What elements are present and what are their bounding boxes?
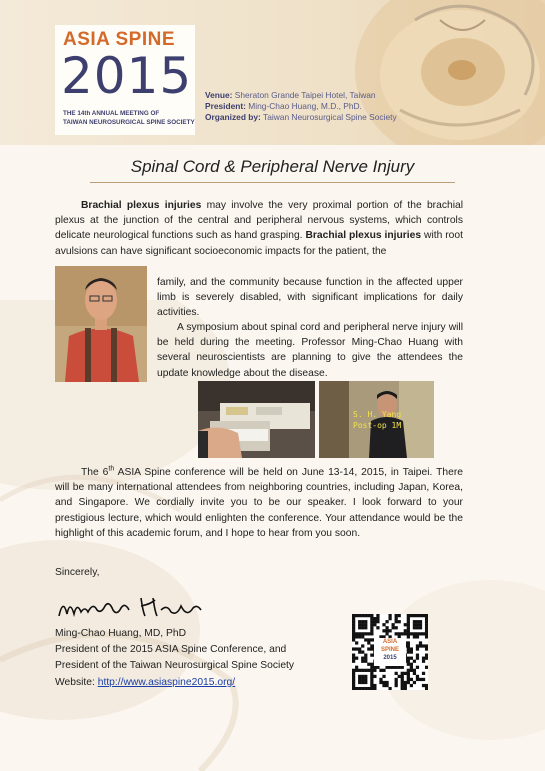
president-value: Ming-Chao Huang, M.D., PhD. [248, 101, 362, 111]
qr-module [425, 614, 428, 617]
paragraph-1-text-b: with root avulsions can have significant socioeconomic impacts for the patient, the [55, 230, 463, 257]
qr-module [367, 614, 370, 617]
qr-module [352, 672, 355, 675]
clinical-photo-hand [198, 381, 315, 458]
qr-module [370, 678, 373, 681]
qr-module [355, 635, 358, 638]
qr-module [352, 647, 355, 650]
qr-module [382, 669, 385, 672]
qr-module [355, 614, 358, 617]
qr-module [407, 626, 410, 629]
qr-module [370, 623, 373, 626]
qr-module [425, 617, 428, 620]
qr-module [413, 660, 416, 663]
title-divider [90, 182, 455, 183]
qr-module [388, 629, 391, 632]
qr-module [361, 620, 364, 623]
qr-module [401, 681, 404, 684]
qr-module [410, 650, 413, 653]
qr-module [370, 620, 373, 623]
qr-center-logo [374, 638, 406, 666]
qr-module [373, 675, 376, 678]
qr-module [370, 684, 373, 687]
qr-module [388, 617, 391, 620]
qr-module [382, 675, 385, 678]
qr-module [395, 681, 398, 684]
qr-module [388, 614, 391, 617]
qr-module [364, 632, 367, 635]
qr-module [361, 632, 364, 635]
qr-module [358, 675, 361, 678]
logo-title: ASIA SPINE [63, 29, 175, 50]
clinical-photo-patient [319, 381, 434, 458]
qr-module [413, 626, 416, 629]
qr-module [419, 678, 422, 681]
qr-module [410, 663, 413, 666]
qr-module [419, 614, 422, 617]
qr-module [416, 678, 419, 681]
qr-module [419, 641, 422, 644]
qr-module [373, 617, 376, 620]
qr-module [352, 614, 355, 617]
qr-module [361, 657, 364, 660]
qr-module [367, 641, 370, 644]
qr-module [407, 632, 410, 635]
qr-module [364, 654, 367, 657]
qr-module [422, 684, 425, 687]
qr-module [407, 681, 410, 684]
qr-module [370, 666, 373, 669]
conference-logo [55, 25, 195, 135]
qr-module [370, 654, 373, 657]
qr-module [385, 666, 388, 669]
qr-module [422, 614, 425, 617]
qr-module [358, 626, 361, 629]
qr-module [404, 672, 407, 675]
qr-module [404, 629, 407, 632]
qr-module [367, 638, 370, 641]
qr-module [361, 675, 364, 678]
qr-logo-line-1: ASIA [382, 639, 398, 645]
qr-module [373, 666, 376, 669]
qr-module [416, 675, 419, 678]
paragraph-1-text-a: may involve the very proximal portion of the brachial plexus at the junction of the central and peripheral nervous systems, which controls delicate neurological functions such as hand grasping. [55, 200, 464, 242]
qr-module [364, 669, 367, 672]
qr-module [419, 644, 422, 647]
qr-module [361, 660, 364, 663]
qr-module [367, 687, 370, 690]
qr-module [364, 623, 367, 626]
qr-module [398, 675, 401, 678]
qr-module [379, 681, 382, 684]
qr-module [364, 687, 367, 690]
qr-module [416, 620, 419, 623]
qr-module [352, 623, 355, 626]
qr-module [395, 672, 398, 675]
qr-module [416, 623, 419, 626]
qr-module [419, 632, 422, 635]
qr-module [425, 654, 428, 657]
qr-module [401, 687, 404, 690]
qr-module [364, 660, 367, 663]
bold-term-1: Brachial plexus injuries [81, 200, 202, 211]
qr-module [388, 687, 391, 690]
paragraph-1 [55, 198, 463, 259]
qr-module [370, 681, 373, 684]
qr-module [364, 638, 367, 641]
qr-module [407, 620, 410, 623]
qr-module [416, 632, 419, 635]
qr-module [370, 675, 373, 678]
qr-module [398, 632, 401, 635]
qr-module [407, 623, 410, 626]
qr-module [376, 614, 379, 617]
qr-module [367, 632, 370, 635]
qr-module [355, 669, 358, 672]
qr-module [410, 684, 413, 687]
venue-info [205, 90, 397, 123]
qr-module [392, 623, 395, 626]
qr-module [407, 663, 410, 666]
qr-module [401, 666, 404, 669]
photo-caption-status: Post-op 1M [353, 421, 402, 430]
qr-module [352, 681, 355, 684]
qr-module [370, 672, 373, 675]
qr-module [358, 620, 361, 623]
qr-module [373, 623, 376, 626]
qr-module [407, 678, 410, 681]
qr-module [407, 614, 410, 617]
logo-year: 2015 [61, 47, 193, 105]
qr-module [410, 666, 413, 669]
signer-role-1: President of the 2015 ASIA Spine Conference, and [55, 644, 287, 656]
qr-module [413, 635, 416, 638]
qr-module [404, 687, 407, 690]
qr-module [382, 623, 385, 626]
paragraph-3-text-b: ASIA Spine conference will be held on June 13-14, 2015, in Taipei. There will be many international attendees from neighboring countries, including Japan, Korea, and Singapore. We cordially invite you to be our speaker. I look forward to your prestigious lecture, which would enlighten the conference. Your attendance would be the highlight of this academic forum, and I hope to hear from you soon. [55, 467, 463, 539]
qr-module [367, 669, 370, 672]
qr-module [419, 623, 422, 626]
qr-module [382, 684, 385, 687]
qr-module [358, 669, 361, 672]
venue-value: Sheraton Grande Taipei Hotel, Taiwan [234, 90, 376, 100]
qr-module [364, 620, 367, 623]
qr-module [407, 647, 410, 650]
qr-module [425, 657, 428, 660]
qr-module [407, 629, 410, 632]
qr-module [352, 626, 355, 629]
qr-module [407, 660, 410, 663]
qr-module [425, 635, 428, 638]
qr-module [422, 632, 425, 635]
qr-module [407, 641, 410, 644]
qr-module [358, 623, 361, 626]
bold-term-2: Brachial plexus injuries [305, 230, 422, 242]
qr-module [407, 669, 410, 672]
qr-logo-line-2: SPINE [380, 647, 399, 653]
qr-module [413, 623, 416, 626]
qr-module [425, 620, 428, 623]
qr-module [376, 666, 379, 669]
qr-module [407, 657, 410, 660]
qr-module [401, 672, 404, 675]
website-line [55, 675, 355, 691]
qr-module [425, 684, 428, 687]
qr-module [370, 647, 373, 650]
qr-module [422, 672, 425, 675]
qr-module [376, 620, 379, 623]
qr-module [385, 681, 388, 684]
qr-module [407, 635, 410, 638]
qr-module [401, 675, 404, 678]
qr-module [352, 632, 355, 635]
qr-logo-line-3: 2015 [383, 655, 397, 661]
qr-module [370, 617, 373, 620]
qr-module [395, 678, 398, 681]
qr-module [352, 654, 355, 657]
qr-module [358, 681, 361, 684]
header-banner [0, 0, 545, 145]
qr-module [370, 626, 373, 629]
venue-label: Venue: [205, 90, 233, 100]
qr-module [407, 675, 410, 678]
qr-module [416, 654, 419, 657]
qr-module [373, 620, 376, 623]
qr-module [361, 650, 364, 653]
page-title: Spinal Cord & Peripheral Nerve Injury [130, 157, 415, 176]
qr-module [385, 620, 388, 623]
qr-module [352, 678, 355, 681]
qr-module [410, 632, 413, 635]
signature-block [55, 626, 355, 691]
qr-module [385, 632, 388, 635]
qr-module [416, 657, 419, 660]
ordinal-suffix: th [108, 465, 115, 473]
qr-module [392, 626, 395, 629]
qr-module [410, 669, 413, 672]
qr-module [352, 684, 355, 687]
qr-module [376, 626, 379, 629]
qr-module [425, 687, 428, 690]
qr-module [352, 669, 355, 672]
qr-module [398, 620, 401, 623]
qr-module [410, 614, 413, 617]
qr-module [395, 626, 398, 629]
qr-module [367, 663, 370, 666]
qr-module [413, 672, 416, 675]
qr-module [425, 632, 428, 635]
qr-module [379, 678, 382, 681]
qr-module [395, 614, 398, 617]
qr-module [395, 617, 398, 620]
qr-module [398, 666, 401, 669]
qr-module [370, 663, 373, 666]
qr-module [425, 623, 428, 626]
qr-module [395, 666, 398, 669]
qr-module [404, 684, 407, 687]
logo-subtitle-2: TAIWAN NEUROSURGICAL SPINE SOCIETY [63, 119, 195, 126]
qr-module [407, 672, 410, 675]
qr-module [395, 632, 398, 635]
qr-module [361, 644, 364, 647]
qr-module [388, 666, 391, 669]
qr-module [416, 644, 419, 647]
qr-module [358, 687, 361, 690]
qr-module [425, 629, 428, 632]
qr-module [401, 678, 404, 681]
qr-module [370, 638, 373, 641]
qr-module [385, 684, 388, 687]
qr-module [410, 657, 413, 660]
website-label: Website: [55, 676, 98, 688]
qr-module [398, 614, 401, 617]
signer-name: Ming-Chao Huang, MD, PhD [55, 628, 187, 639]
qr-module [355, 666, 358, 669]
closing-sincerely: Sincerely, [55, 567, 100, 578]
qr-module [413, 620, 416, 623]
handwritten-signature [55, 592, 205, 622]
paragraph-2: A symposium about spinal cord and peripheral nerve injury will be held during the meeting. Professor Ming-Chao Huang with several neuroscientists are planning to give the attendees the update knowledge about the disease. [157, 322, 463, 379]
qr-module [364, 678, 367, 681]
qr-module [401, 684, 404, 687]
qr-module [395, 684, 398, 687]
qr-module [352, 657, 355, 660]
qr-module [364, 614, 367, 617]
president-label: President: [205, 101, 246, 111]
qr-module [425, 666, 428, 669]
qr-module [352, 620, 355, 623]
qr-module [355, 687, 358, 690]
qr-module [364, 657, 367, 660]
qr-module [364, 681, 367, 684]
qr-module [355, 647, 358, 650]
qr-module [364, 675, 367, 678]
qr-module [392, 666, 395, 669]
qr-module [413, 632, 416, 635]
qr-module [352, 629, 355, 632]
qr-module [416, 626, 419, 629]
qr-module [422, 644, 425, 647]
qr-module [370, 632, 373, 635]
qr-module [407, 644, 410, 647]
qr-module [416, 666, 419, 669]
qr-module [410, 647, 413, 650]
qr-module [370, 644, 373, 647]
qr-module [358, 632, 361, 635]
qr-module [361, 669, 364, 672]
qr-module [352, 617, 355, 620]
qr-module [367, 647, 370, 650]
qr-code[interactable] [352, 614, 428, 690]
qr-module [352, 635, 355, 638]
qr-module [382, 629, 385, 632]
qr-module [407, 617, 410, 620]
qr-module [370, 614, 373, 617]
qr-module [373, 684, 376, 687]
qr-module [416, 614, 419, 617]
qr-module [361, 687, 364, 690]
spine-illustration [295, 0, 545, 145]
qr-module [373, 687, 376, 690]
photo-caption [353, 409, 401, 431]
qr-module [413, 614, 416, 617]
qr-module [352, 638, 355, 641]
qr-module [422, 660, 425, 663]
qr-module [385, 626, 388, 629]
qr-module [407, 650, 410, 653]
qr-module [413, 681, 416, 684]
paragraph-1-continued: family, and the community because function in the affected upper limb is severely disabled, with significant implications for daily activities. [157, 277, 463, 319]
qr-module [361, 678, 364, 681]
qr-module [422, 657, 425, 660]
qr-module [358, 635, 361, 638]
qr-module [361, 626, 364, 629]
qr-module [410, 678, 413, 681]
qr-module [358, 614, 361, 617]
qr-module [361, 623, 364, 626]
qr-module [425, 626, 428, 629]
qr-module [425, 647, 428, 650]
qr-module [361, 635, 364, 638]
qr-module [361, 681, 364, 684]
logo-subtitle-1: THE 14th ANNUAL MEETING OF [63, 110, 160, 117]
qr-module [361, 614, 364, 617]
qr-module [416, 635, 419, 638]
signer-role-2: President of the Taiwan Neurosurgical Spine Society [55, 660, 295, 672]
paragraph-3-text-a: The 6 [81, 467, 109, 478]
portrait-photo [55, 266, 147, 382]
qr-module [376, 617, 379, 620]
qr-module [379, 669, 382, 672]
qr-module [358, 678, 361, 681]
website-link[interactable]: http://www.asiaspine2015.org/ [97, 676, 236, 688]
qr-module [352, 675, 355, 678]
qr-module [373, 669, 376, 672]
photo-caption-name: S. H. Yang [353, 410, 402, 419]
qr-module [419, 620, 422, 623]
qr-module [395, 620, 398, 623]
qr-module [352, 687, 355, 690]
qr-module [352, 660, 355, 663]
qr-module [401, 632, 404, 635]
organizer-label: Organized by: [205, 112, 261, 122]
qr-module [358, 650, 361, 653]
qr-module [382, 681, 385, 684]
qr-module [385, 629, 388, 632]
qr-module [416, 647, 419, 650]
qr-module [370, 687, 373, 690]
qr-module [419, 626, 422, 629]
qr-module [355, 632, 358, 635]
qr-module [355, 641, 358, 644]
qr-module [370, 669, 373, 672]
qr-module [404, 681, 407, 684]
qr-module [404, 632, 407, 635]
qr-module [355, 657, 358, 660]
qr-module [422, 678, 425, 681]
qr-module [358, 647, 361, 650]
paragraph-3 [55, 465, 463, 541]
qr-module [404, 623, 407, 626]
qr-module [370, 629, 373, 632]
qr-module [413, 669, 416, 672]
qr-module [364, 626, 367, 629]
qr-module [425, 644, 428, 647]
organizer-value: Taiwan Neurosurgical Spine Society [263, 112, 397, 122]
